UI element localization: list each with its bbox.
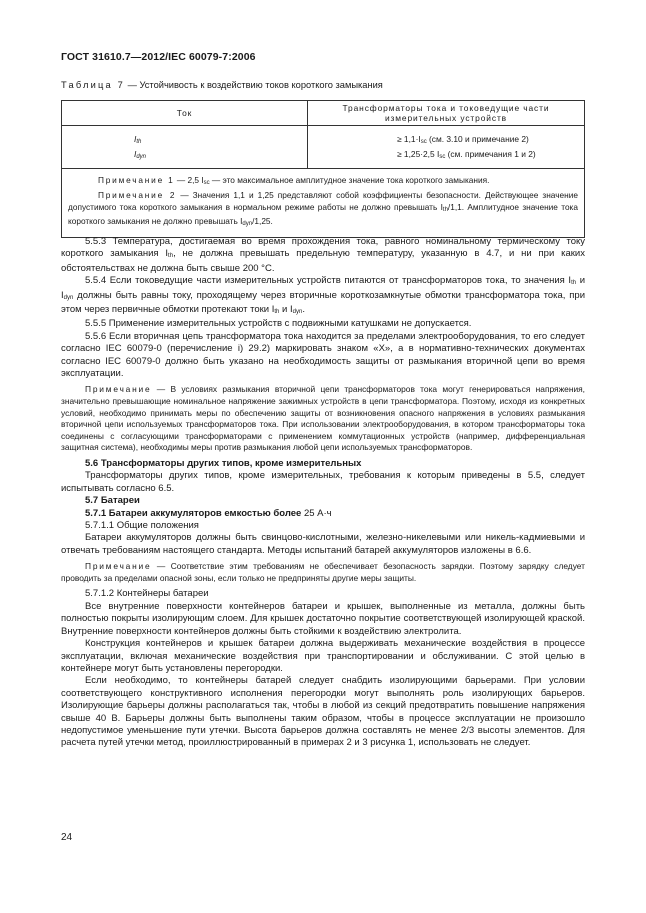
paragraph-5-7-1-2-b: Конструкция контейнеров и крышек батареи должна выдерживать механические воздействия в процессе эксплуатации, включая механические воздействия при транспортировании и обслуживании. С этой целью в контейнере могут быть установлены перегородки. <box>61 638 585 674</box>
table-cell-values <box>308 126 585 169</box>
paragraph-5-5-3: 5.5.3 Температура, достигаемая во время прохождения тока, равного номинальному термическому току короткого замыкания $I_{th}$, не должна превышать предельную температуру, указанную в 4.7, и ни при каких обстоятельствах не должна быть свыше 200 °С. <box>61 236 585 274</box>
table-notes <box>62 169 585 238</box>
paragraph-5-7-1-2-a: Все внутренние поверхности контейнеров батареи и крышек, выполненные из металла, должны быть полностью покрыты изолирующим слоем. Для крышек достаточно покрытие соответствующей изолирующей краской. Внутренние поверхности контейнеров должны быть стойкими к воздействию электролита. <box>61 600 585 637</box>
table-caption-label: Таблица 7 <box>61 80 126 90</box>
column-header-tok: Ток <box>62 101 308 126</box>
paragraph-5-5-5: 5.5.5 Применение измерительных устройств с подвижными катушками не допускается. <box>85 318 472 330</box>
heading-5-7-1-1: 5.7.1.1 Общие положения <box>85 520 199 532</box>
note-open-secondary-circuit: Примечание — В условиях размыкания вторичной цепи трансформаторов тока могут генерироваться напряжения, значительно превышающие номинальное напряжение зажимных устройств в цепи трансформатора. Поэтому, исходя из конкретных условий, необходимо принимать меры по обеспечению защиты от возникновения опасного напряжения в условиях размыкания вторичной цепи используемых трансформаторов тока. При использовании электрооборудования, в котором трансформаторы тока соединены с согласующими трансформаторами с применением коммутационных устройств (например, дифференциальная защитная система), необходимы меры против размыкания любой цепи используемых трансформаторов. <box>61 384 585 453</box>
document-body <box>61 236 585 750</box>
table-note-2: Примечание 2 — Значения 1,1 и 1,25 представляют собой коэффициенты безопасности. Действующее значение допустимого тока короткого замыкания в нормальном режиме работы не должно превышать $I_{th}/1,1$. Амплитудное значение тока короткого замыкания не должно превышать $I_{dyn}/1,25$. <box>68 189 579 228</box>
table-note-1: Примечание 1 — 2,5 $I_{sc}$ — это максимальное амплитудное значение тока короткого замыкания. <box>98 175 490 186</box>
paragraph-5-6: Трансформаторы других типов, кроме измерительных, требования к которым приведены в 5.5, следует испытывать согласно 6.5. <box>61 470 585 494</box>
heading-5-7-1: 5.7.1 Батареи аккумуляторов емкостью более 25 А·ч <box>85 507 332 519</box>
column-header-transformers: Трансформаторы тока и токоведущие части измерительных устройств <box>308 101 585 126</box>
paragraph-5-5-4: 5.5.4 Если токоведущие части измерительных устройств питаются от трансформаторов тока, то значения $I_{th}$ и $I_{dyn}$ должны быть равны току, проходящему через вторичные короткозамкнутые обмотки трансформатора тока, при этом через первичные обмотки протекают токи $I_{th}$ и $I_{dyn}$. <box>61 275 585 316</box>
table-header-row <box>62 101 585 126</box>
short-circuit-table <box>61 100 585 238</box>
heading-5-7: 5.7 Батареи <box>85 495 140 507</box>
table-notes-row <box>62 169 585 238</box>
table-caption-title: — Устойчивость к воздействию токов короткого замыкания <box>127 80 383 90</box>
paragraph-5-7-1-2-c: Если необходимо, то контейнеры батарей следует снабдить изолирующими барьерами. При условии соответствующего конструктивного исполнения перегородки могут выполнять роль изолирующих барьеров. Изолирующие барьеры должны располагаться так, чтобы в любой из секций предотвратить повышение напряжения свыше 40 В. Барьеры должны быть выполнены таким образом, чтобы в процессе эксплуатации не произошло недопустимое уменьшение пути утечки. Высота барьеров должна составлять не менее 2/3 высоты элементов. Для расчета путей утечки метод, проиллюстрированный в примерах 2 и 3 рисунка 1, использовать не следует. <box>61 675 585 749</box>
value-idyn: ≥ 1,25·2,5 $I_{sc}$ (см. примечания 1 и 2) <box>397 149 536 160</box>
heading-5-7-1-2: 5.7.1.2 Контейнеры батареи <box>85 588 209 600</box>
value-ith: ≥ $1,1\cdot I_{sc}$ (см. 3.10 и примечание 2) <box>397 134 529 145</box>
current-ith: $I_{th}$ <box>134 134 142 145</box>
page-number: 24 <box>61 832 73 843</box>
note-charging-safety: Примечание — Соответствие этим требованиям не обеспечивает безопасность зарядки. Поэтому зарядку следует проводить за пределами опасной зоны, если только не предприняты другие меры защиты. <box>61 561 585 583</box>
heading-5-6: 5.6 Трансформаторы других типов, кроме измерительных <box>85 458 362 470</box>
current-idyn: $I_{dyn}$ <box>134 149 147 160</box>
table-row <box>62 126 585 169</box>
table-caption <box>61 80 383 90</box>
paragraph-5-5-6: 5.5.6 Если вторичная цепь трансформатора тока находится за пределами электрооборудования, то его следует согласно IEC 60079-0 (перечисление i) 29.2) маркировать знаком «X», а в нормативно-технических документах согласно IEC 60079-0 должно быть указано на необходимость защиты от размыкания вторичной цепи во время эксплуатации. <box>61 330 585 380</box>
table-cell-currents <box>62 126 308 169</box>
paragraph-5-7-1-1: Батареи аккумуляторов должны быть свинцово-кислотными, железно-никелевыми или никель-кадмиевыми и отвечать требованиям настоящего стандарта. Методы испытаний батарей аккумуляторов изложены в 6.6. <box>61 532 585 556</box>
standard-header: ГОСТ 31610.7—2012/IEC 60079-7:2006 <box>61 51 256 63</box>
